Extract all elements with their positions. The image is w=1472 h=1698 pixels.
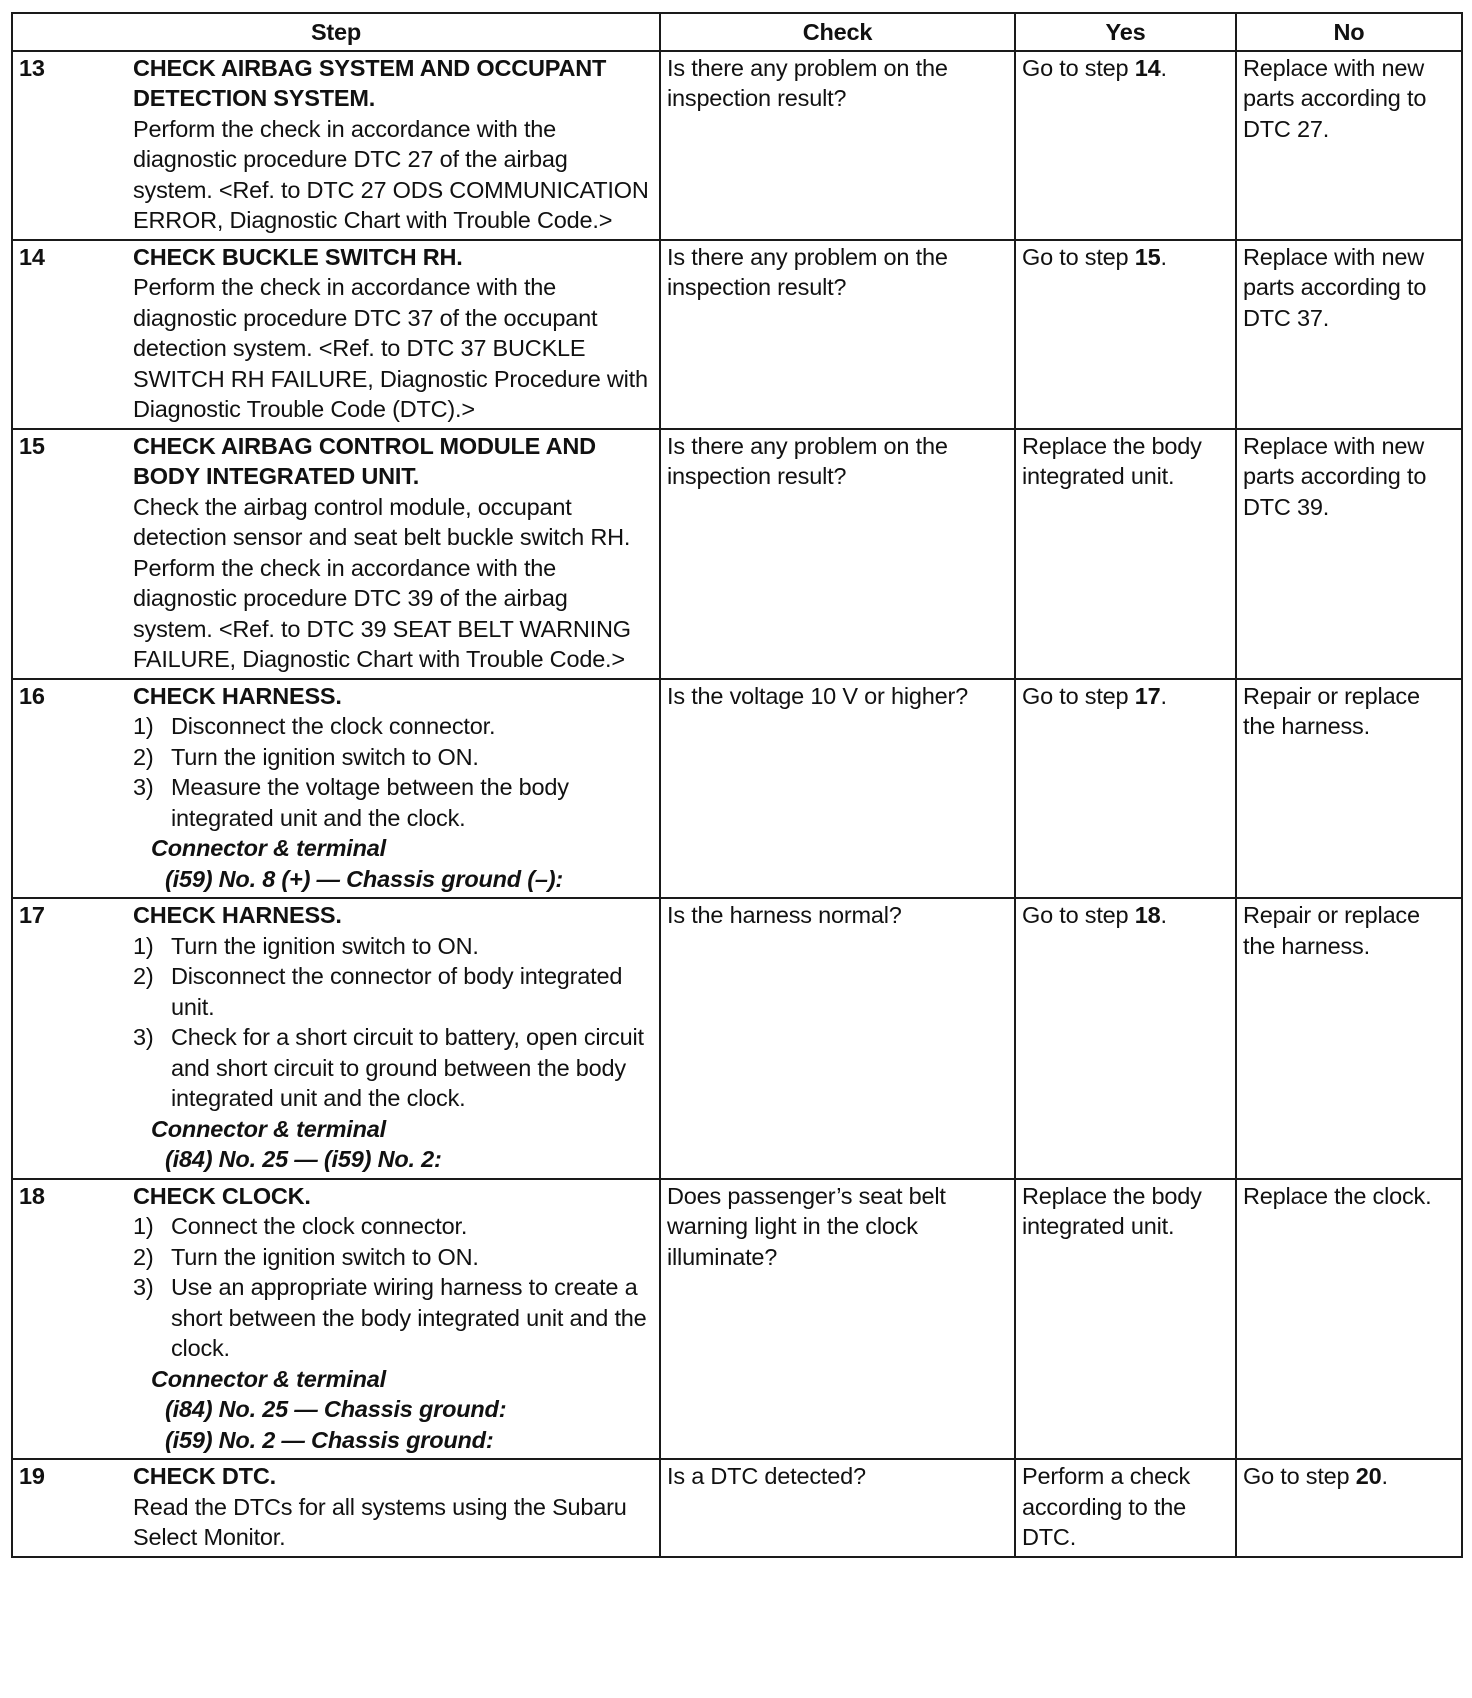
header-row: [12, 13, 1462, 51]
terminal-spec: (i84) No. 25 — (i59) No. 2:: [165, 1146, 442, 1172]
step-content: [131, 430, 659, 678]
step-content: [131, 899, 659, 1178]
yes-text: Go to step: [1022, 243, 1135, 270]
item-label: 2): [133, 963, 154, 989]
no-cell: [1236, 1459, 1462, 1557]
check-cell: Is the harness normal?: [660, 898, 1015, 1179]
step-cell: [12, 51, 660, 240]
connector-heading: Connector & terminal: [151, 1365, 386, 1392]
check-cell: Is there any problem on the inspection result?: [660, 240, 1015, 429]
yes-cell: [1015, 679, 1236, 899]
yes-cell: [1015, 51, 1236, 240]
item-text: Use an appropriate wiring harness to create a short between the body integrated unit and the clock.: [171, 1274, 647, 1361]
step-instruction: Check the airbag control module, occupant detection sensor and seat belt buckle switch RH.: [133, 493, 631, 550]
step-content: [131, 52, 659, 239]
step-number: 16: [19, 682, 45, 709]
no-cell: Repair or replace the harness.: [1236, 898, 1462, 1179]
yes-step-link: 17: [1134, 682, 1161, 709]
connector-heading: Connector & terminal: [151, 1115, 386, 1142]
procedure-item: [133, 742, 653, 773]
step-content: [131, 680, 659, 898]
table-row: [12, 679, 1462, 899]
table-row: [12, 898, 1462, 1179]
yes-text-end: .: [1160, 902, 1167, 928]
table-row: [12, 429, 1462, 679]
item-text: Turn the ignition switch to ON.: [171, 743, 479, 770]
item-label: 3): [133, 1274, 154, 1300]
header-step: Step: [12, 13, 660, 51]
step-cell: [12, 898, 660, 1179]
yes-step-link: 15: [1134, 243, 1161, 270]
terminal-spec: (i59) No. 8 (+) — Chassis ground (–):: [165, 865, 564, 892]
yes-text-end: .: [1160, 243, 1167, 270]
step-number: 19: [19, 1463, 45, 1489]
item-label: 1): [133, 1213, 154, 1239]
step-number: 15: [19, 432, 45, 459]
table-row: [12, 1179, 1462, 1460]
item-label: 3): [133, 774, 154, 800]
procedure-item: [133, 1272, 653, 1364]
item-text: Check for a short circuit to battery, open circuit and short circuit to ground between the body integrated unit and the clock.: [171, 1024, 644, 1111]
step-title: CHECK HARNESS.: [133, 682, 342, 709]
header-no: No: [1236, 13, 1462, 51]
step-cell: [12, 679, 660, 899]
procedure-item: [133, 1211, 653, 1242]
header-yes: Yes: [1015, 13, 1236, 51]
item-text: Disconnect the clock connector.: [171, 713, 496, 739]
item-label: 3): [133, 1024, 154, 1050]
no-cell: Replace with new parts according to DTC 39.: [1236, 429, 1462, 679]
item-text: Turn the ignition switch to ON.: [171, 1243, 479, 1270]
no-text-end: .: [1381, 1463, 1388, 1489]
check-cell: Is a DTC detected?: [660, 1459, 1015, 1557]
step-instruction: Perform the check in accordance with the diagnostic procedure DTC 37 of the occupant detection system. <Ref. to DTC 37 BUCKLE SWITCH RH FAILURE, Diagnostic Procedure with Diagnostic Trouble Code (DTC).>: [133, 274, 648, 422]
step-content: [131, 1180, 659, 1459]
procedure-item: [133, 1022, 653, 1114]
step-cell: [12, 1179, 660, 1460]
item-text: Disconnect the connector of body integrated unit.: [171, 963, 623, 1020]
terminal-spec: (i84) No. 25 — Chassis ground:: [165, 1396, 507, 1422]
diagnostic-table: [11, 12, 1463, 1558]
step-title: CHECK CLOCK.: [133, 1182, 311, 1209]
table-row: [12, 51, 1462, 240]
step-title: CHECK BUCKLE SWITCH RH.: [133, 243, 463, 270]
item-label: 1): [133, 713, 154, 739]
header-check: Check: [660, 13, 1015, 51]
check-cell: Is there any problem on the inspection result?: [660, 429, 1015, 679]
item-text: Connect the clock connector.: [171, 1213, 468, 1239]
step-title: CHECK AIRBAG CONTROL MODULE AND BODY INTEGRATED UNIT.: [133, 432, 596, 489]
procedure-item: [133, 711, 653, 742]
item-label: 1): [133, 932, 154, 959]
table-row: [12, 1459, 1462, 1557]
yes-text-end: .: [1160, 54, 1167, 81]
step-title: CHECK AIRBAG SYSTEM AND OCCUPANT DETECTION SYSTEM.: [133, 54, 607, 111]
yes-cell: [1015, 240, 1236, 429]
step-number: 18: [19, 1182, 45, 1209]
yes-step-link: 18: [1134, 902, 1161, 928]
step-instruction: Perform the check in accordance with the diagnostic procedure DTC 39 of the airbag system. <Ref. to DTC 39 SEAT BELT WARNING FAILURE, Diagnostic Chart with Trouble Code.>: [133, 554, 631, 672]
step-title: CHECK HARNESS.: [133, 902, 342, 928]
yes-text: Go to step: [1022, 902, 1135, 928]
step-instruction: Read the DTCs for all systems using the Subaru Select Monitor.: [133, 1493, 627, 1550]
item-text: Turn the ignition switch to ON.: [171, 932, 479, 959]
table-row: [12, 240, 1462, 429]
no-cell: Replace with new parts according to DTC 37.: [1236, 240, 1462, 429]
procedure-item: [133, 1242, 653, 1273]
procedure-item: [133, 961, 653, 1022]
check-cell: Is there any problem on the inspection result?: [660, 51, 1015, 240]
procedure-item: [133, 772, 653, 833]
yes-step-link: 14: [1134, 54, 1161, 81]
yes-cell: Perform a check according to the DTC.: [1015, 1459, 1236, 1557]
yes-text: Go to step: [1022, 54, 1135, 81]
no-cell: Repair or replace the harness.: [1236, 679, 1462, 899]
terminal-spec: (i59) No. 2 — Chassis ground:: [165, 1426, 494, 1453]
item-text: Measure the voltage between the body integrated unit and the clock.: [171, 774, 569, 831]
no-cell: Replace with new parts according to DTC 27.: [1236, 51, 1462, 240]
item-label: 2): [133, 1243, 154, 1270]
step-content: [131, 241, 659, 428]
check-cell: Does passenger’s seat belt warning light in the clock illuminate?: [660, 1179, 1015, 1460]
step-number: 14: [19, 243, 45, 270]
connector-heading: Connector & terminal: [151, 835, 386, 861]
yes-cell: [1015, 898, 1236, 1179]
step-cell: [12, 240, 660, 429]
step-number: 13: [19, 54, 45, 81]
item-label: 2): [133, 743, 154, 770]
diagnostic-procedure-sheet: [11, 12, 1461, 1558]
step-cell: [12, 429, 660, 679]
procedure-item: [133, 931, 653, 962]
yes-text-end: .: [1160, 682, 1167, 709]
yes-cell: Replace the body integrated unit.: [1015, 1179, 1236, 1460]
step-cell: [12, 1459, 660, 1557]
step-title: CHECK DTC.: [133, 1463, 276, 1489]
no-cell: Replace the clock.: [1236, 1179, 1462, 1460]
check-cell: Is the voltage 10 V or higher?: [660, 679, 1015, 899]
step-number: 17: [19, 902, 45, 928]
step-content: [131, 1460, 659, 1556]
no-text: Go to step: [1243, 1463, 1356, 1489]
yes-text: Go to step: [1022, 682, 1135, 709]
step-instruction: Perform the check in accordance with the diagnostic procedure DTC 27 of the airbag system. <Ref. to DTC 27 ODS COMMUNICATION ERROR, Diagnostic Chart with Trouble Code.>: [133, 115, 649, 233]
no-step-link: 20: [1355, 1463, 1382, 1489]
yes-cell: Replace the body integrated unit.: [1015, 429, 1236, 679]
